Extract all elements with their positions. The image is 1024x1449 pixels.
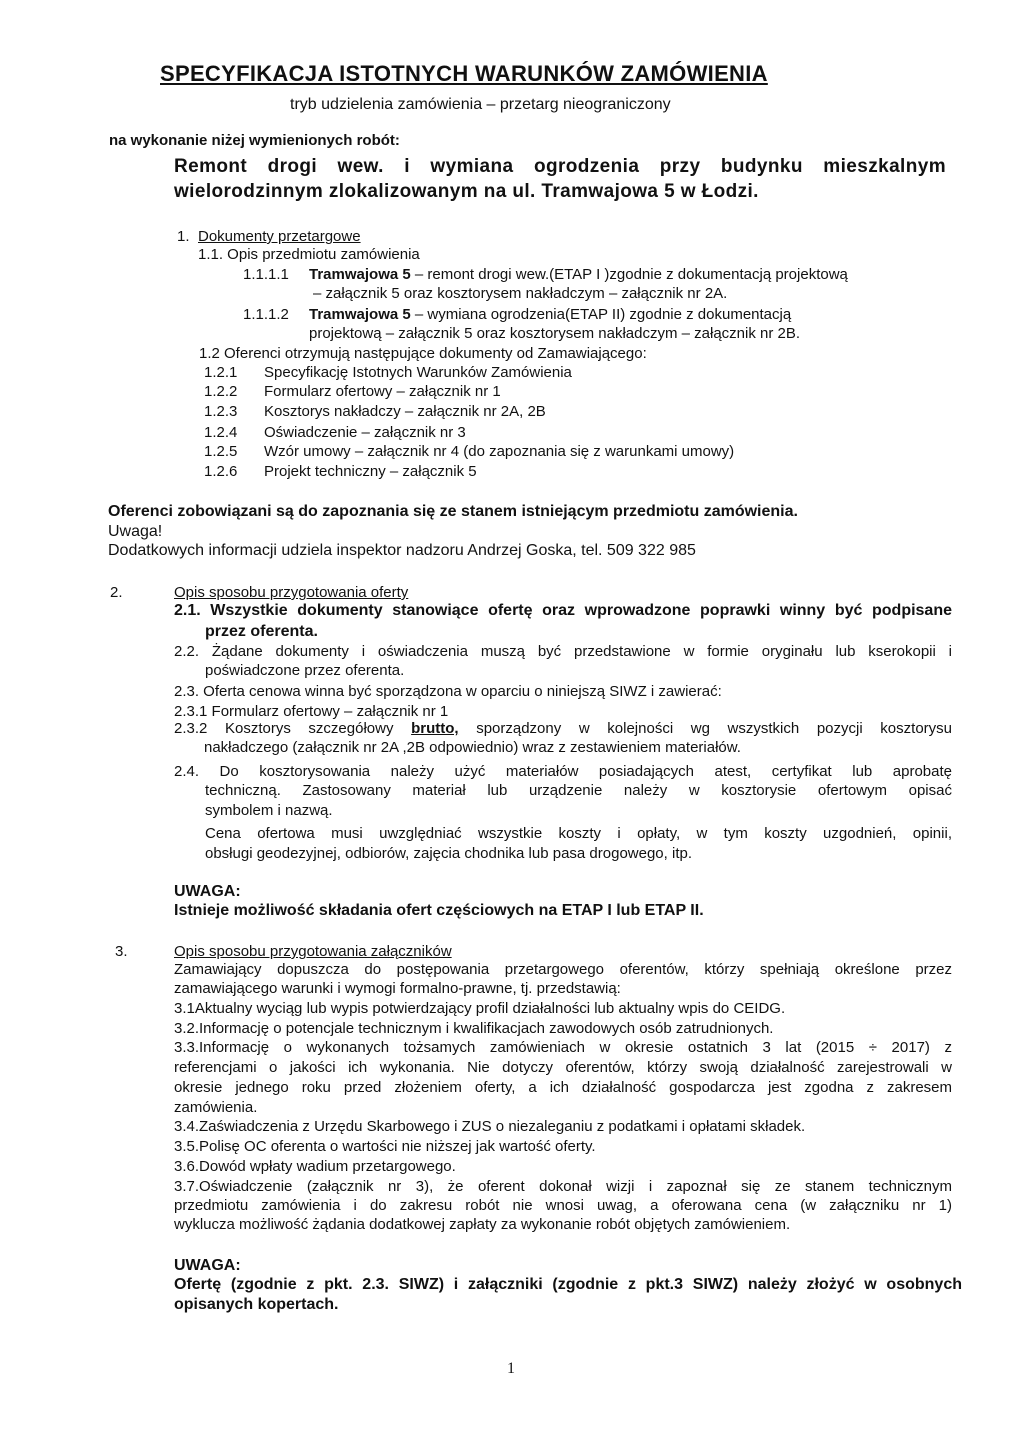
item-1112-text [309,306,791,324]
doc-item-text: Kosztorys nakładczy – załącznik nr 2A, 2B [264,403,546,420]
section3-3-line1: 3.3.Informację o wykonanych tożsamych zamówieniach w okresie ostatnich 3 lat (2015 ÷ 2017) z [174,1039,952,1056]
doc-item-text: Formularz ofertowy – załącznik nr 1 [264,383,501,400]
section3-uwaga-line1: Ofertę (zgodnie z pkt. 2.3. SIWZ) i załączniki (zgodnie z pkt.3 SIWZ) należy złożyć w osobnych [174,1276,962,1293]
section3-7-line1: 3.7.Oświadczenie (załącznik nr 3), że oferent dokonał wizji i zapoznał się ze stanem technicznym [174,1178,952,1195]
doc-item-number: 1.2.4 [204,424,238,441]
section3-3-line2: referencjami o jakości ich wykonania. Nie dotyczy oferentów, którzy swoją działalność zarejestrowali w [174,1059,952,1076]
section3-4: 3.4.Zaświadczenia z Urzędu Skarbowego i ZUS o niezaleganiu z podatkami i opłatami składek. [174,1118,806,1135]
section2-1-line1: 2.1. Wszystkie dokumenty stanowiące ofertę oraz wprowadzone poprawki winny być podpisane [174,602,952,619]
item-1111-text [309,266,848,284]
doc-item-text: Projekt techniczny – załącznik 5 [264,463,477,480]
page-number: 1 [507,1360,515,1377]
doc-item-text: Oświadczenie – załącznik nr 3 [264,424,466,441]
section3-7-line3: wyklucza możliwość żądania dodatkowej zapłaty za wykonanie robót objętych zamówieniem. [174,1216,791,1233]
doc-item-number: 1.2.6 [204,463,238,480]
section2-1-line2: przez oferenta. [205,623,318,640]
section3-3-line4: zamówienia. [174,1099,258,1116]
section2-3-2-bold: brutto, [411,720,459,737]
section1-2-heading: 1.2 Oferenci otrzymują następujące dokumenty od Zamawiającego: [199,345,647,362]
section3-intro-line1: Zamawiający dopuszcza do postępowania przetargowego oferentów, którzy spełniają określone przez [174,961,952,978]
section2-4-line2: techniczną. Zastosowany materiał lub urządzenie należy w kosztorysie ofertowym opisać [205,782,952,799]
section1-title: Dokumenty przetargowe [198,228,361,245]
section3-5: 3.5.Polisę OC oferenta o wartości nie niższej jak wartość oferty. [174,1138,596,1155]
section3-3-line3: okresie jednego roku przed złożeniem oferty, a ich działalność gospodarcza jest zgodna z zakresem [174,1079,952,1096]
section2-3: 2.3. Oferta cenowa winna być sporządzona w oparciu o niniejszą SIWZ i zawierać: [174,683,722,700]
section2-4-line3: symbolem i nazwą. [205,802,333,819]
document-title: SPECYFIKACJA ISTOTNYCH WARUNKÓW ZAMÓWIENIA [160,61,768,86]
section2-2-line1: 2.2. Żądane dokumenty i oświadczenia muszą być przedstawione w formie oryginału lub kserokopii i [174,643,952,660]
section2-3-2-line2: nakładczego (załącznik nr 2A ,2B odpowiednio) wraz z zestawieniem materiałów. [204,739,741,756]
item-1111-continuation: – załącznik 5 oraz kosztorysem nakładczym – załącznik nr 2A. [313,285,728,302]
section2-3-1: 2.3.1 Formularz ofertowy – załącznik nr 1 [174,703,449,720]
document-subtitle: tryb udzielenia zamówienia – przetarg nieograniczony [290,96,671,113]
section3-uwaga-label: UWAGA: [174,1257,241,1274]
item-1112-number: 1.1.1.2 [243,306,289,323]
section2-uwaga-text: Istnieje możliwość składania ofert częściowych na ETAP I lub ETAP II. [174,902,704,919]
section2-3-2-line1 [174,720,952,738]
section3-1: 3.1Aktualny wyciąg lub wypis potwierdzający profil działalności lub aktualny wpis do CEIDG. [174,1000,786,1017]
section2-title: Opis sposobu przygotowania oferty [174,584,409,601]
section2-4-line1: 2.4. Do kosztorysowania należy użyć materiałów posiadających atest, certyfikat lub aprobatę [174,763,952,780]
project-name-line1: Remont drogi wew. i wymiana ogrodzenia przy budynku mieszkalnym [174,156,946,177]
notice-contact: Dodatkowych informacji udziela inspektor nadzoru Andrzej Goska, tel. 509 322 985 [108,542,696,559]
item-1111-bold: Tramwajowa 5 [309,266,411,283]
item-1111-rest: – remont drogi wew.(ETAP I )zgodnie z dokumentacją projektową [410,266,848,283]
item-1112-bold: Tramwajowa 5 [309,306,411,323]
section2-2-line2: poświadczone przez oferenta. [205,662,405,679]
section3-7-line2: przedmiotu zamówienia i do zakresu robót nie wnosi uwag, a oferowana cena (w załączniku nr 1) [174,1197,952,1214]
section2-uwaga-label: UWAGA: [174,883,241,900]
doc-item-number: 1.2.1 [204,364,238,381]
section3-title: Opis sposobu przygotowania załączników [174,943,452,960]
doc-item-number: 1.2.2 [204,383,238,400]
section2-number: 2. [110,584,123,601]
item-1112-rest: – wymiana ogrodzenia(ETAP II) zgodnie z dokumentacją [410,306,792,323]
section1-number: 1. [177,228,190,245]
section3-2: 3.2.Informację o potencjale technicznym i kwalifikacjach zawodowych osób zatrudnionych. [174,1020,774,1037]
doc-item-number: 1.2.5 [204,443,238,460]
section2-3-2-post: sporządzony w kolejności wg wszystkich pozycji kosztorysu [458,720,952,737]
section2-4-line5: obsługi geodezyjnej, odbiorów, zajęcia chodnika lub pasa drogowego, itp. [205,845,692,862]
doc-item-number: 1.2.3 [204,403,238,420]
section1-1-heading: 1.1. Opis przedmiotu zamówienia [198,246,420,263]
notice-uwaga: Uwaga! [108,523,163,540]
section3-number: 3. [115,943,128,960]
section3-6: 3.6.Dowód wpłaty wadium przetargowego. [174,1158,456,1175]
notice-bold: Oferenci zobowiązani są do zapoznania się ze stanem istniejącym przedmiotu zamówienia. [108,503,798,520]
doc-item-text: Specyfikację Istotnych Warunków Zamówienia [264,364,572,381]
doc-item-text: Wzór umowy – załącznik nr 4 (do zapoznania się z warunkami umowy) [264,443,735,460]
section2-3-2-pre: 2.3.2 Kosztorys szczegółowy [174,720,412,737]
item-1111-number: 1.1.1.1 [243,266,289,283]
item-1112-continuation: projektową – załącznik 5 oraz kosztorysem nakładczym – załącznik nr 2B. [309,325,801,342]
section3-uwaga-line2: opisanych kopertach. [174,1296,339,1313]
section3-intro-line2: zamawiającego warunki i wymogi formalno-prawne, tj. przedstawią: [174,980,621,997]
project-name-line2: wielorodzinnym zlokalizowanym na ul. Tramwajowa 5 w Łodzi. [174,181,759,202]
intro-text: na wykonanie niżej wymienionych robót: [109,132,400,149]
section2-4-line4: Cena ofertowa musi uwzględniać wszystkie koszty i opłaty, w tym koszty uzgodnień, opinii, [205,825,952,842]
